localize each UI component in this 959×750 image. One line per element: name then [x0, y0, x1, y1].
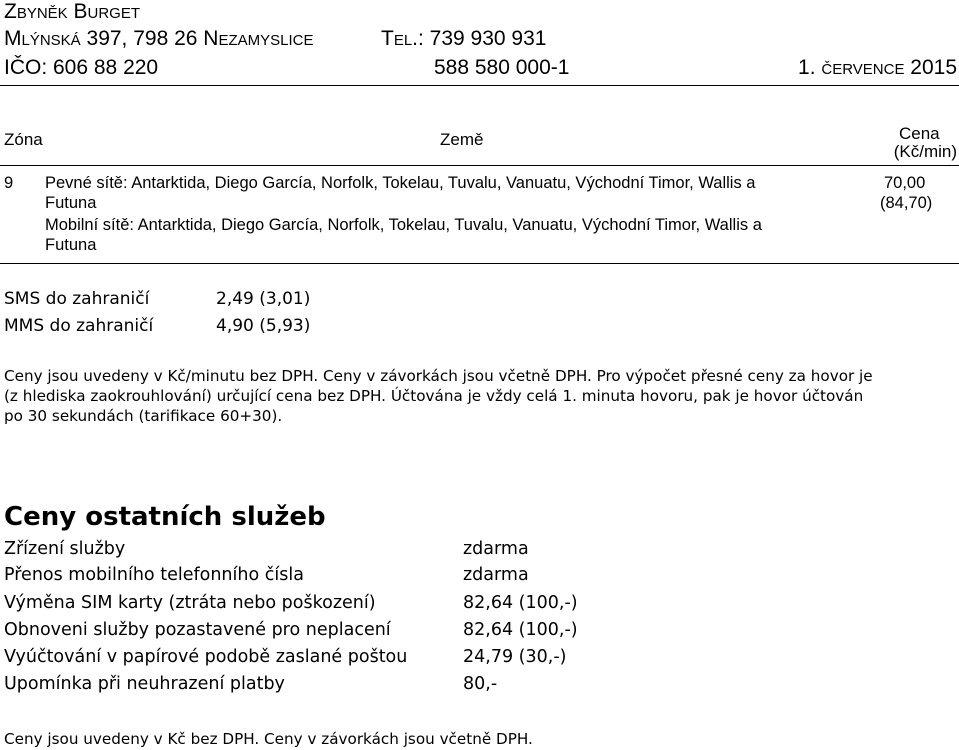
mms-label: MMS do zahraničí: [4, 316, 154, 336]
company-ico: IČO: 606 88 220: [4, 56, 159, 79]
service-label: Vyúčtování v papírové podobě zaslané poštou: [4, 647, 408, 667]
mms-price: 4,90 (5,93): [216, 316, 311, 336]
service-label: Zřízení služby: [4, 539, 126, 559]
service-price: 82,64 (100,-): [463, 620, 578, 640]
zone-price: 70,00: [884, 174, 926, 192]
service-price: zdarma: [463, 565, 529, 585]
mobile-countries: Mobilní sítě: Antarktida, Diego García, Norfolk, Tokelau, Tuvalu, Vanuatu, Východní Timor, Wallis a: [45, 216, 762, 234]
pricing-note-line-1: Ceny jsou uvedeny v Kč/minutu bez DPH. Ceny v závorkách jsou včetně DPH. Pro výpočet přesné ceny za hovor je: [4, 367, 873, 385]
table-bottom-divider: [0, 263, 959, 264]
service-label: Přenos mobilního telefonního čísla: [4, 565, 304, 585]
document-date: 1. července 2015: [798, 56, 957, 79]
bank-account: 588 580 000-1: [434, 56, 570, 79]
section-title: Ceny ostatních služeb: [4, 502, 326, 532]
zone-number: 9: [4, 174, 14, 192]
column-header-price: Cena: [899, 124, 940, 143]
service-label: Obnoveni služby pozastavené pro neplacení: [4, 620, 391, 640]
service-price: 82,64 (100,-): [463, 593, 578, 613]
fixed-line-countries-cont: Futuna: [45, 194, 97, 212]
column-header-country: Země: [440, 130, 484, 149]
pricing-note-line-2: (z hlediska zaokrouhlování) určující cena bez DPH. Účtována je vždy celá 1. minuta hovoru, pak je hovor účtován: [4, 387, 864, 405]
sms-price: 2,49 (3,01): [216, 289, 311, 309]
mobile-countries-cont: Futuna: [45, 236, 97, 254]
table-header-divider: [0, 165, 959, 166]
services-footer-note: Ceny jsou uvedeny v Kč bez DPH. Ceny v závorkách jsou včetně DPH.: [4, 730, 533, 748]
header-divider: [0, 85, 959, 86]
service-price: 24,79 (30,-): [463, 647, 567, 667]
service-label: Výměna SIM karty (ztráta nebo poškození): [4, 593, 376, 613]
pricing-note-line-3: po 30 sekundách (tarifikace 60+30).: [4, 407, 283, 425]
sms-label: SMS do zahraničí: [4, 289, 150, 309]
company-name: Zbyněk Burget: [4, 0, 141, 23]
column-header-price-unit: (Kč/min): [893, 142, 957, 161]
service-label: Upomínka při neuhrazení platby: [4, 674, 285, 694]
column-header-zone: Zóna: [4, 130, 43, 149]
company-phone: Tel.: 739 930 931: [381, 27, 547, 50]
service-price: 80,-: [463, 674, 498, 694]
service-price: zdarma: [463, 539, 529, 559]
company-address: Mlýnská 397, 798 26 Nezamyslice: [4, 27, 314, 50]
fixed-line-countries: Pevné sítě: Antarktida, Diego García, Norfolk, Tokelau, Tuvalu, Vanuatu, Východní Timor, Wallis a: [45, 174, 756, 192]
zone-price-vat: (84,70): [880, 194, 933, 212]
